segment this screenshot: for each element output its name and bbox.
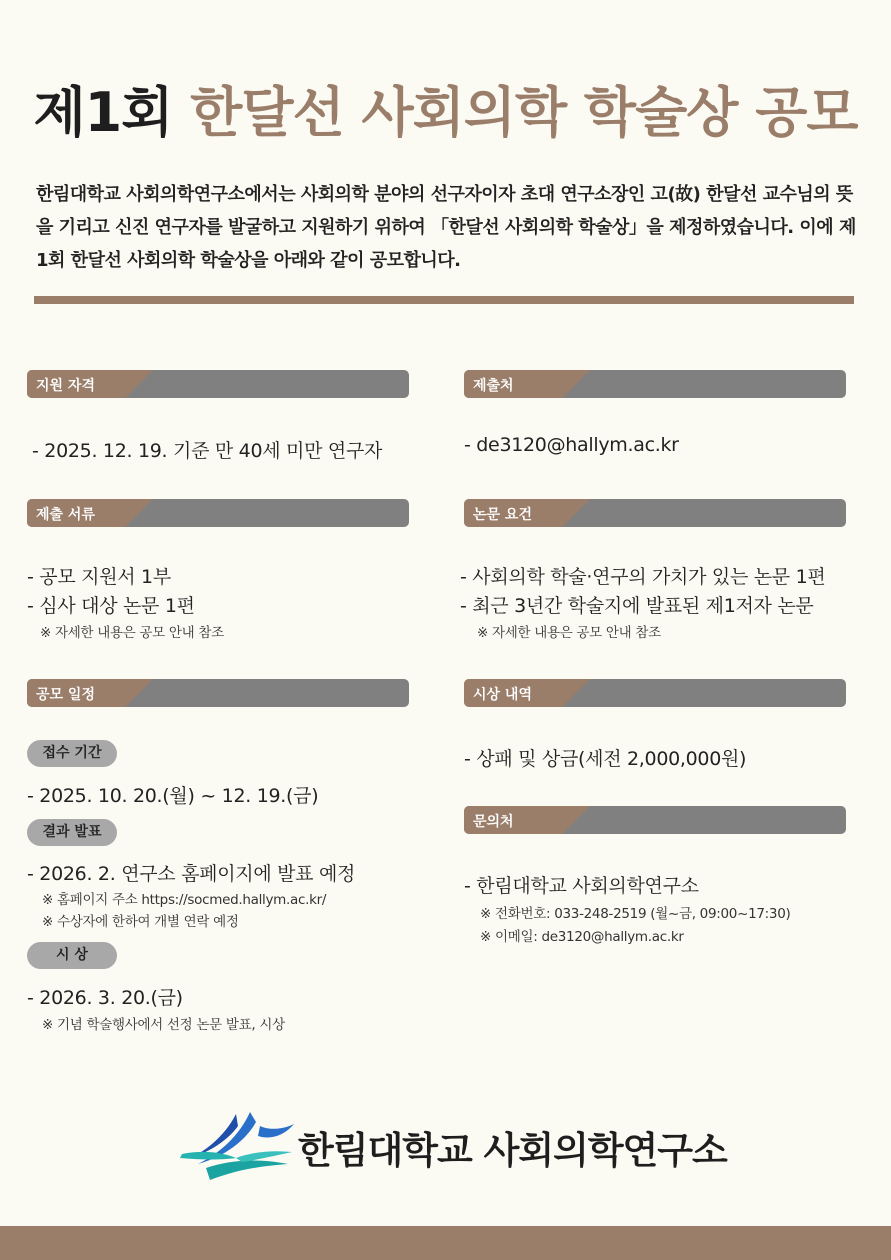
pill-announcement: 결과 발표	[27, 819, 117, 846]
paper-req-item: - 최근 3년간 학술지에 발표된 제1저자 논문	[460, 595, 814, 617]
section-header-paper-requirements	[464, 499, 846, 527]
logo-text: 한림대학교 사회의학연구소	[298, 1129, 727, 1172]
section-label: 시상 내역	[473, 687, 532, 703]
award-item: - 상패 및 상금(세전 2,000,000원)	[464, 748, 747, 770]
reception-item: - 2025. 10. 20.(월) ~ 12. 19.(금)	[27, 785, 319, 807]
intro-paragraph: 한림대학교 사회의학연구소에서는 사회의학 분야의 선구자이자 초대 연구소장인 고(故) 한달선 교수님의 뜻을 기리고 신진 연구자를 발굴하고 지원하기 위하여 「한달선 사회의학 학술상」을 제정하였습니다. 이에 제1회 한달선 사회의학 학술상을 아래와 같이 공모합니다.	[36, 184, 856, 271]
section-label: 문의처	[473, 814, 514, 830]
documents-note: ※ 자세한 내용은 공모 안내 참조	[40, 625, 224, 641]
hallym-wave-logo-icon	[176, 1108, 296, 1184]
title-part1: 제1회	[33, 81, 173, 144]
section-header-contact	[464, 806, 846, 834]
submit-to-item: - de3120@hallym.ac.kr	[464, 434, 679, 456]
section-label: 지원 자격	[36, 378, 95, 394]
section-header-submit-to	[464, 370, 846, 398]
section-header-schedule	[27, 679, 409, 707]
ceremony-note: ※ 기념 학술행사에서 선정 논문 발표, 시상	[42, 1017, 285, 1033]
contact-note: ※ 전화번호: 033-248-2519 (월~금, 09:00~17:30)	[480, 906, 791, 922]
footer-bar	[0, 1226, 891, 1260]
contact-item: - 한림대학교 사회의학연구소	[464, 875, 699, 897]
pill-ceremony: 시 상	[27, 942, 117, 969]
announcement-note: ※ 수상자에 한하여 개별 연락 예정	[42, 914, 239, 930]
section-header-award	[464, 679, 846, 707]
announcement-item: - 2026. 2. 연구소 홈페이지에 발표 예정	[27, 863, 356, 885]
documents-item: - 공모 지원서 1부	[27, 566, 171, 588]
paper-req-item: - 사회의학 학술·연구의 가치가 있는 논문 1편	[460, 566, 826, 588]
section-label: 제출처	[473, 378, 514, 394]
pill-reception: 접수 기간	[27, 740, 117, 767]
section-header-eligibility	[27, 370, 409, 398]
title-part2: 한달선 사회의학 학술상 공모	[190, 81, 858, 144]
section-label: 공모 일정	[36, 687, 95, 703]
section-label: 논문 요건	[473, 507, 532, 523]
paper-req-note: ※ 자세한 내용은 공모 안내 참조	[477, 625, 661, 641]
announcement-note: ※ 홈페이지 주소 https://socmed.hallym.ac.kr/	[42, 892, 327, 908]
documents-item: - 심사 대상 논문 1편	[27, 595, 195, 617]
contact-note: ※ 이메일: de3120@hallym.ac.kr	[480, 929, 684, 945]
page-title	[0, 70, 891, 147]
section-header-documents	[27, 499, 409, 527]
eligibility-item: - 2025. 12. 19. 기준 만 40세 미만 연구자	[32, 440, 383, 462]
section-label: 제출 서류	[36, 507, 95, 523]
ceremony-item: - 2026. 3. 20.(금)	[27, 987, 183, 1009]
divider	[34, 296, 854, 304]
